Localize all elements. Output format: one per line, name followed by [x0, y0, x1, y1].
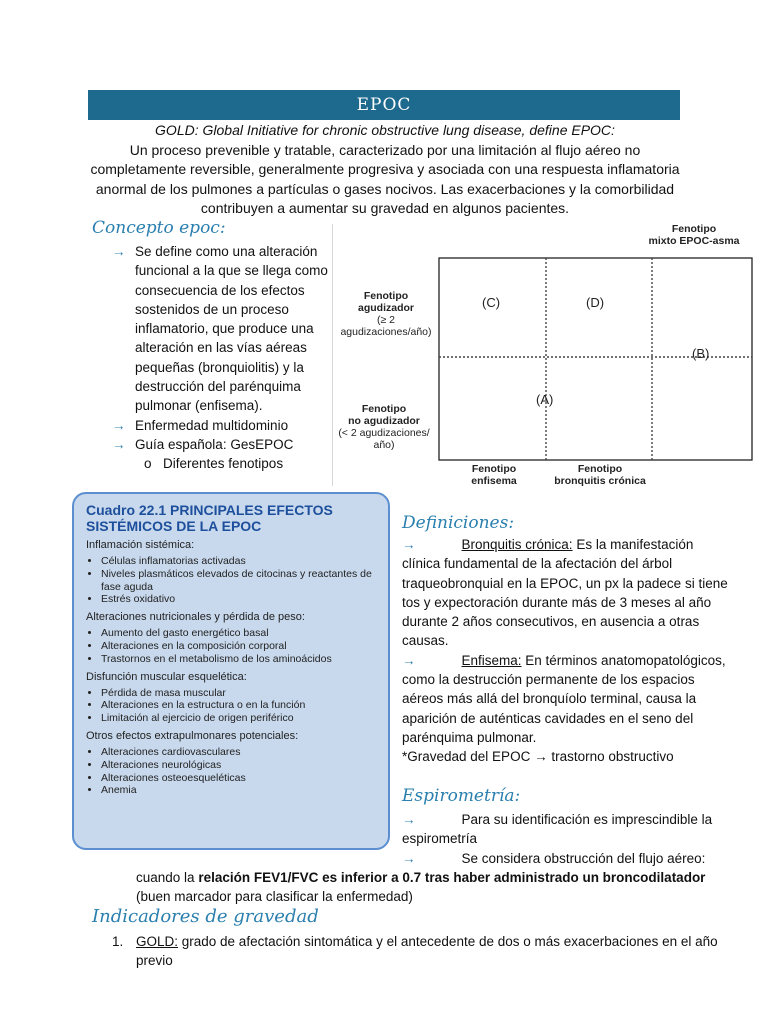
bronquitis-term: Bronquitis crónica:	[461, 537, 573, 552]
section-heading: Alteraciones nutricionales y pérdida de peso:	[86, 611, 305, 624]
circle-bullet-icon: o	[144, 456, 152, 472]
agudizador-label: Fenotipo agudizador (≥ 2 agudizaciones/año)	[340, 290, 432, 338]
gravedad-text: *Gravedad del EPOC	[402, 749, 531, 765]
list-item	[112, 932, 736, 971]
quadrant-a-label: (A)	[536, 392, 554, 407]
definiciones-text	[402, 535, 734, 767]
bronquitis-definition	[402, 535, 734, 651]
definiciones-heading: Definiciones:	[402, 513, 515, 533]
list-item: • Aumento del gasto energético basal	[101, 627, 378, 640]
list-item: • Alteraciones en la composición corporal	[101, 640, 378, 653]
intro-paragraph: Un proceso prevenible y tratable, caracterizado por una limitación al flujo aéreo no completamente reversible, generalmente progresiva y asociada con una respuesta inflamatoria anormal de los pulmones a partículas o gases nocivos. Las exacerbaciones y la comorbilidad contribuyen a aumentar su gravedad en algunos pacientes.	[90, 141, 680, 216]
list-item-text: Se considera obstrucción del flujo aéreo:	[461, 850, 706, 866]
enfisema-term: Enfisema:	[461, 652, 522, 668]
list-item: • Anemia	[101, 784, 378, 797]
bronquitis-label: Fenotipo bronquitis crónica	[554, 463, 646, 487]
list-item: • Células inflamatorias activadas	[101, 555, 378, 568]
espirometria-heading: Espirometría:	[402, 786, 521, 806]
arrow-icon: →	[112, 417, 126, 433]
section-list	[86, 627, 378, 665]
criterion-bold: relación FEV1/FVC es inferior a 0.7 tras haber administrado un broncodilatador	[198, 870, 706, 885]
espirometria-text	[402, 810, 734, 868]
sub-list-item-text: Diferentes fenotipos	[163, 456, 284, 472]
list-item-text: Se define como una alteración funcional a la que se llega como consecuencia de los efectos sostenidos de un proceso inflamatorio, que produce una alteración en las vías aéreas pequeñas (bronquiolitis) y la destrucción del parénquima pulmonar (enfisema).	[135, 244, 328, 414]
fev1-fvc-criterion	[136, 868, 736, 907]
list-item: • Estrés oxidativo	[101, 593, 378, 606]
arrow-icon: →	[112, 436, 126, 452]
list-item	[108, 435, 328, 454]
list-item	[402, 810, 734, 849]
enfisema-text: En términos anatomopatológicos, como la destrucción permanente de los espacios aéreos más allá del bronquíolo terminal, causa la aparición de auténticas cavidades en el seno del parénquima pulmonar.	[402, 652, 726, 745]
list-item-text: Enfermedad multidominio	[135, 417, 289, 433]
gravedad-note	[402, 747, 734, 766]
phenotype-diagram	[334, 220, 764, 490]
gold-text: grado de afectación sintomática y el antecedente de dos o más exacerbaciones en el año previo	[136, 934, 718, 969]
list-item-text: Guía española: GesEPOC	[135, 436, 294, 452]
arrow-icon: →	[112, 244, 126, 259]
section-list	[86, 746, 378, 797]
list-item	[402, 849, 734, 868]
list-item: • Pérdida de masa muscular	[101, 687, 378, 700]
page-title: EPOC	[88, 90, 680, 120]
enfisema-label: Fenotipo enfisema	[471, 463, 517, 487]
right-arrow-icon: →	[534, 749, 548, 765]
list-item: • Limitación al ejercicio de origen periférico	[101, 712, 378, 725]
section-heading: Otros efectos extrapulmonares potenciales:	[86, 729, 299, 742]
no-agudizador-label: Fenotipo no agudizador (< 2 agudizaciones/ año)	[338, 403, 430, 451]
cuadro-systemic-effects	[72, 492, 390, 850]
concepto-heading: Concepto epoc:	[92, 218, 226, 238]
list-number: 1.	[112, 934, 124, 949]
indicadores-list	[112, 932, 736, 971]
bronquitis-text: Es la manifestación clínica fundamental de la afectación del árbol traqueobronquial en la EPOC, un px la padece si tiene tos y expectoración durante más de 3 meses al año durante 2 años consecutivos, en ausencia a otras causas.	[402, 537, 728, 649]
quadrant-c-label: (C)	[482, 295, 501, 310]
gold-definition-line: GOLD: Global Initiative for chronic obstructive lung disease, define EPOC:	[155, 122, 615, 138]
arrow-icon: →	[402, 537, 416, 552]
section-list	[86, 555, 378, 606]
criterion-note: (buen marcador para clasificar la enfermedad)	[136, 889, 413, 905]
list-item	[108, 242, 328, 416]
arrow-icon: →	[402, 652, 416, 668]
concepto-list	[108, 242, 328, 474]
cuadro-title: Cuadro 22.1 PRINCIPALES EFECTOS SISTÉMICOS DE LA EPOC	[86, 502, 333, 534]
arrow-icon: →	[402, 850, 416, 866]
section-heading: Inflamación sistémica:	[86, 539, 195, 551]
gravedad-result: trastorno obstructivo	[547, 749, 674, 765]
intro-text	[90, 121, 680, 219]
sub-list-item	[108, 454, 328, 473]
quadrant-b-label: (B)	[692, 346, 710, 361]
list-item-text: Para su identificación es imprescindible la espirometría	[402, 812, 713, 847]
indicadores-heading: Indicadores de gravedad	[92, 906, 319, 927]
list-item: • Alteraciones neurológicas	[101, 759, 378, 772]
list-item: • Alteraciones osteoesqueléticas	[101, 772, 378, 785]
list-item: • Trastornos en el metabolismo de los aminoácidos	[101, 653, 378, 666]
enfisema-definition	[402, 651, 734, 747]
list-item	[108, 416, 328, 435]
criterion-text: cuando la	[136, 870, 199, 885]
quadrant-d-label: (D)	[586, 295, 605, 310]
section-heading: Disfunción muscular esquelética:	[86, 670, 247, 683]
list-item: • Alteraciones cardiovasculares	[101, 746, 378, 759]
arrow-icon: →	[402, 812, 416, 827]
section-list	[86, 687, 378, 725]
list-item: • Niveles plasmáticos elevados de citocinas y reactantes de fase aguda	[101, 568, 378, 594]
mixed-phenotype-label: Fenotipo mixto EPOC-asma	[648, 223, 740, 247]
gold-term: GOLD:	[136, 934, 179, 949]
list-item: • Alteraciones en la estructura o en la función	[101, 699, 378, 712]
